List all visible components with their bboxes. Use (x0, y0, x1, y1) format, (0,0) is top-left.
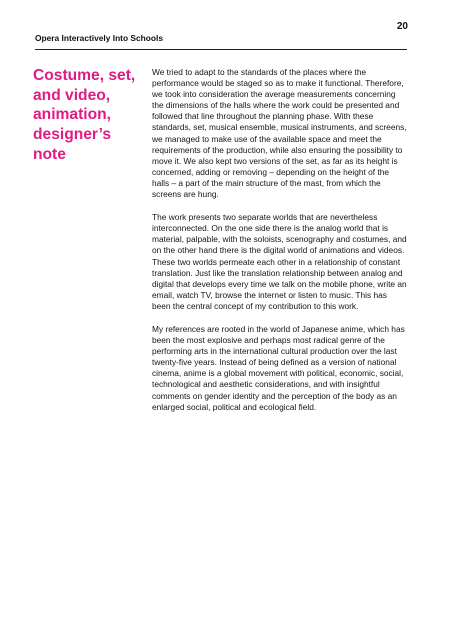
paragraph-3: My references are rooted in the world of Japanese anime, which has been the most explosive and perhaps most radical genre of the performing arts in the international cultural production over the last twenty-five years. Instead of being defined as a version of national cinema, anime is a global movement with political, economic, social, technological and aesthetic considerations, and with insightful comments on gender identity and the perception of the body as an enlarged social, political and ecological field. (152, 323, 405, 412)
publication-title: Opera Interactively Into Schools (35, 33, 163, 43)
paragraph-1: We tried to adapt to the standards of the places where the performance would be staged so as to make it functional. Therefore, we took into consideration the average measurements concerning the dimensions of the halls where the work could be presented and followed that line throughout the planning phase. With these standards, set, musical ensemble, musical instruments, and screens, we managed to make use of the available space and meet the requirements of the production, while also ensuring the possibility to move it. We also kept two versions of the set, as far as its height is concerned, adding or removing – depending on the height of the halls – a part of the main structure of the mast, from which the screens are hung. (152, 67, 407, 200)
page-number: 20 (396, 21, 408, 32)
header-divider (35, 49, 407, 50)
section-heading: Costume, set, and video, animation, designer’s note (33, 67, 136, 163)
body-text (152, 67, 407, 425)
paragraph-2: The work presents two separate worlds that are nevertheless interconnected. On the one side there is the analog world that is material, palpable, with the soloists, scenography and costumes, and on the other hand there is the digital world of animations and videos. These two worlds permeate each other in a relationship of constant translation. Just like the translation relationship between analog and digital that develops every time we talk on the mobile phone, write an email, watch TV, browse the internet or listen to music. This has been the central concept of my contribution to this work. (152, 212, 407, 311)
